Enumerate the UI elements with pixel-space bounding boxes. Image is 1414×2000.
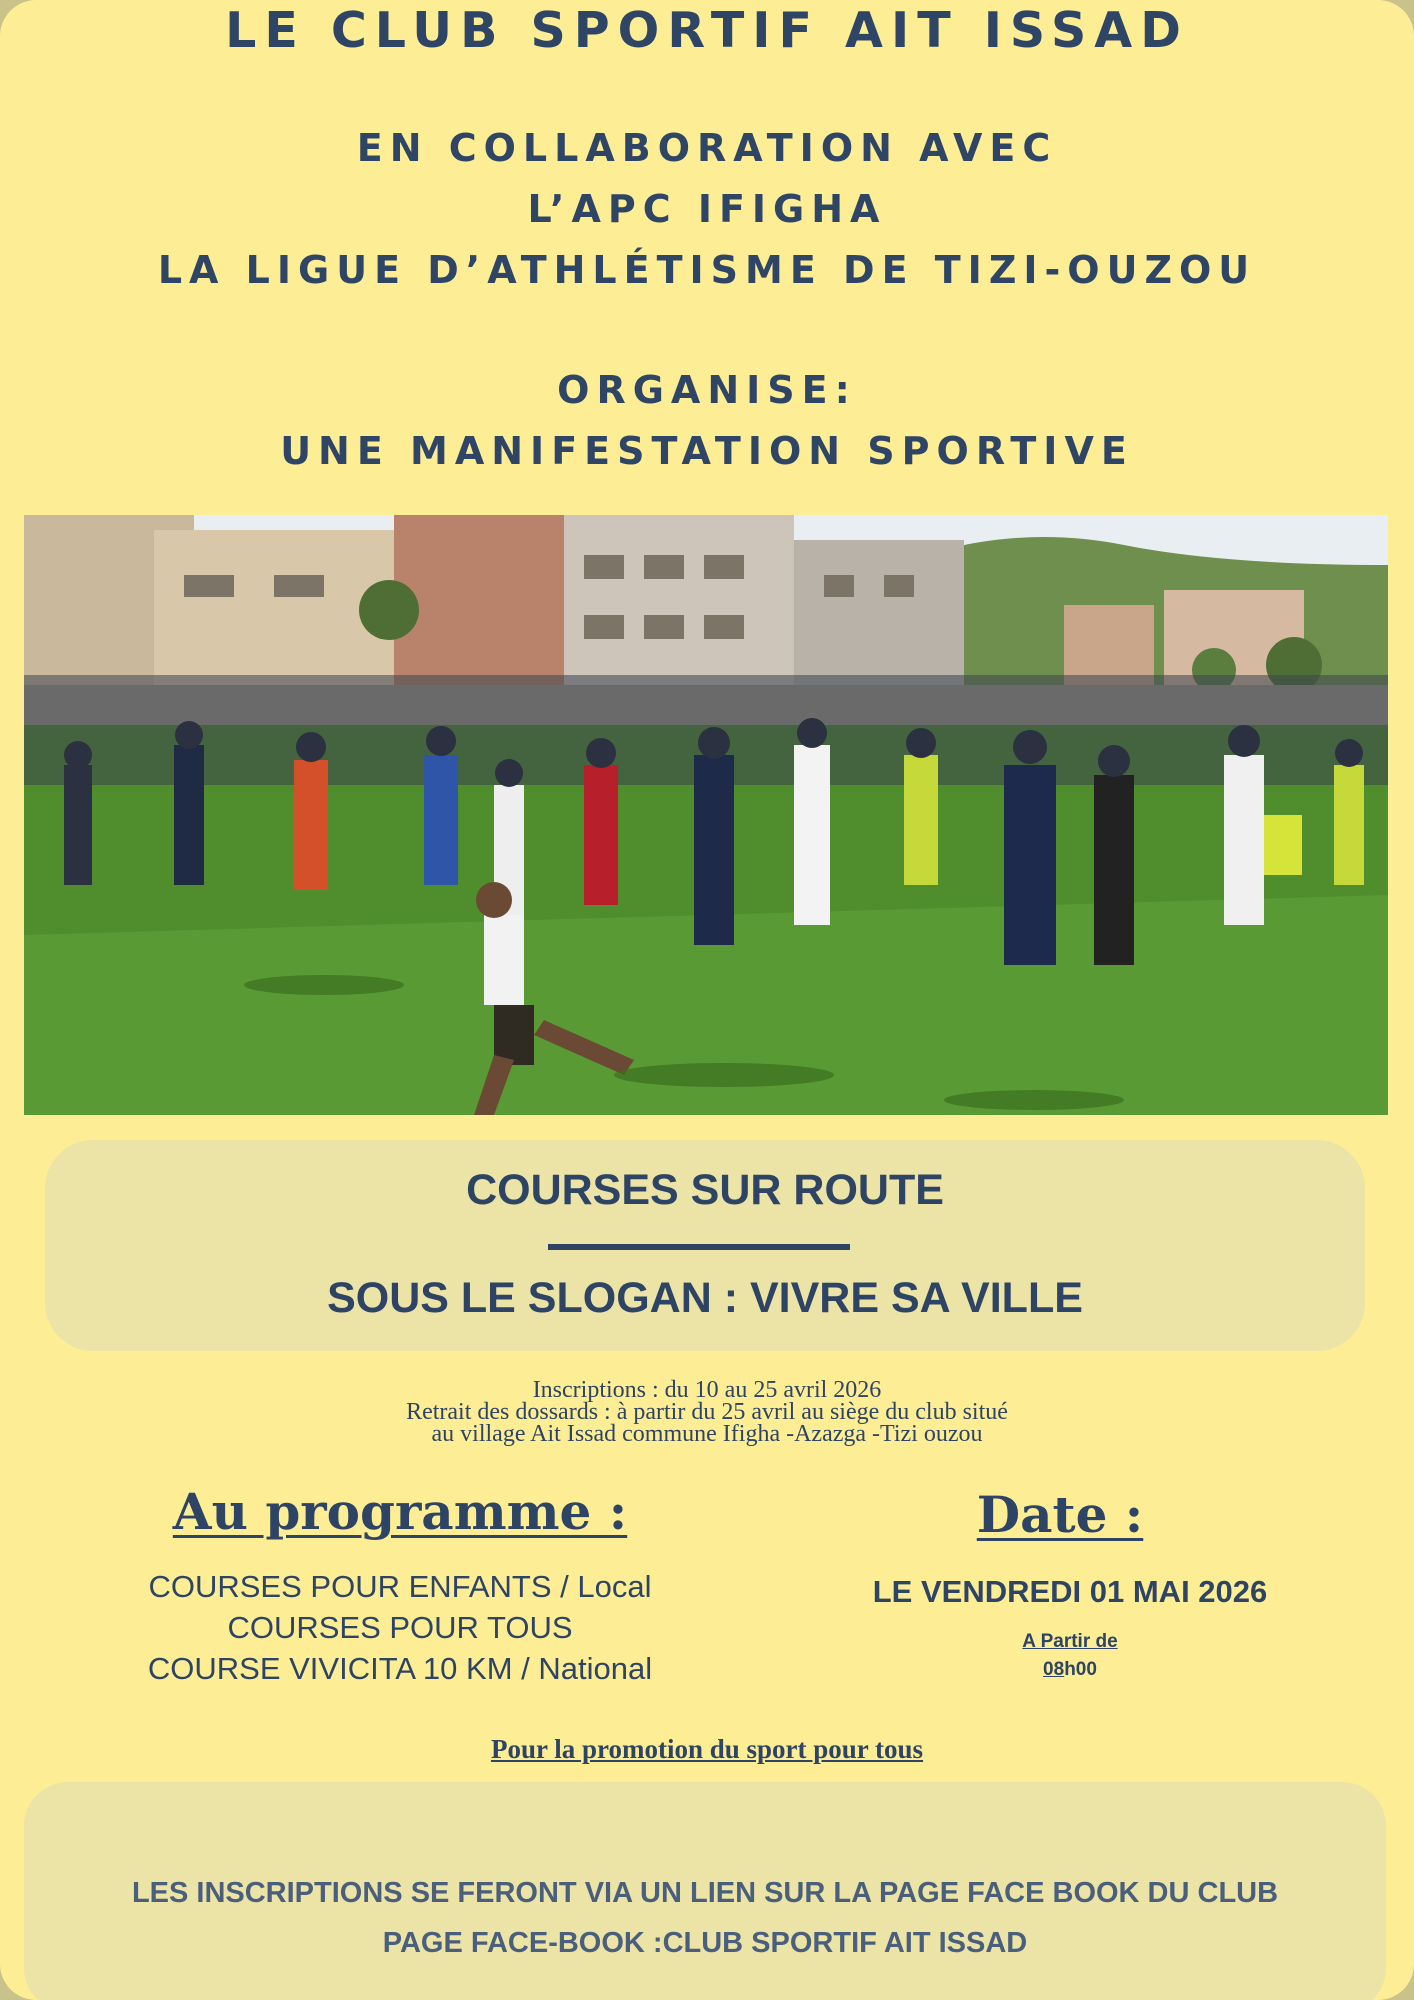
divider bbox=[548, 1244, 850, 1250]
collab-line: LA LIGUE D’ATHLÉTISME DE TIZI-OUZOU bbox=[157, 248, 1257, 292]
start-time-minutes: h00 bbox=[1064, 1659, 1097, 1680]
road-race-title: COURSES SUR ROUTE bbox=[466, 1166, 944, 1214]
collab-line: EN COLLABORATION AVEC bbox=[356, 126, 1058, 170]
facebook-info-box bbox=[24, 1782, 1386, 2000]
registration-info bbox=[0, 1379, 1414, 1445]
start-time-label: A Partir de bbox=[1022, 1631, 1118, 1652]
collab-line: L’APC IFIGHA bbox=[527, 187, 887, 231]
organise-line: UNE MANIFESTATION SPORTIVE bbox=[280, 429, 1134, 473]
date-heading: Date : bbox=[976, 1485, 1144, 1544]
programme-item: COURSES POUR TOUS bbox=[227, 1610, 573, 1645]
programme-heading: Au programme : bbox=[172, 1482, 628, 1541]
event-photo bbox=[24, 515, 1388, 1115]
registration-line: Inscriptions : du 10 au 25 avril 2026 bbox=[532, 1377, 882, 1403]
programme-item: COURSE VIVICITA 10 KM / National bbox=[147, 1651, 653, 1686]
start-time bbox=[940, 1628, 1200, 1684]
organise-line: ORGANISE: bbox=[557, 368, 857, 412]
organise-block bbox=[0, 360, 1414, 482]
registration-line: au village Ait Issad commune Ifigha -Azazga -Tizi ouzou bbox=[431, 1421, 983, 1447]
facebook-page-text: PAGE FACE-BOOK :CLUB SPORTIF AIT ISSAD bbox=[382, 1927, 1028, 1959]
programme-list bbox=[100, 1566, 700, 1689]
promotion-tagline: Pour la promotion du sport pour tous bbox=[490, 1734, 924, 1764]
facebook-registration-text: LES INSCRIPTIONS SE FERONT VIA UN LIEN SUR LA PAGE FACE BOOK DU CLUB bbox=[131, 1877, 1279, 1909]
slogan-text: SOUS LE SLOGAN : VIVRE SA VILLE bbox=[327, 1274, 1083, 1322]
collaboration-block bbox=[0, 118, 1414, 301]
registration-line: Retrait des dossards : à partir du 25 avril au siège du club situé bbox=[406, 1399, 1008, 1425]
start-time-hour: 08 bbox=[1043, 1659, 1065, 1680]
programme-item: COURSES POUR ENFANTS / Local bbox=[148, 1569, 652, 1604]
club-title: LE CLUB SPORTIF AIT ISSAD bbox=[225, 2, 1189, 59]
event-date: LE VENDREDI 01 MAI 2026 bbox=[872, 1574, 1268, 1609]
road-race-box bbox=[45, 1140, 1365, 1351]
